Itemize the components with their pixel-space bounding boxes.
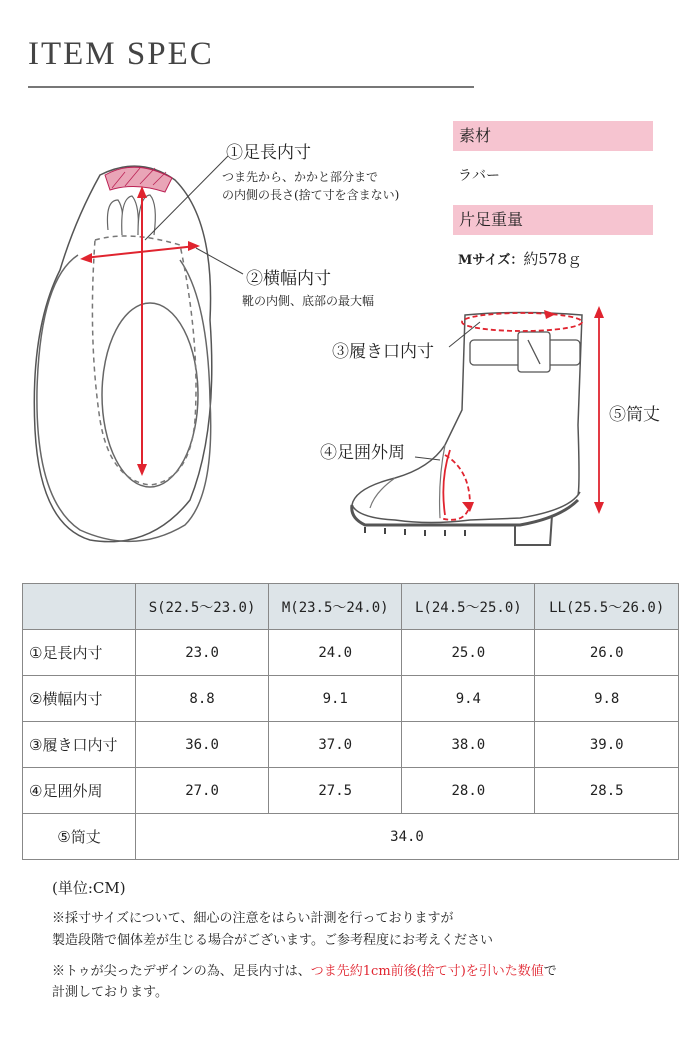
row-label: ①足長内寸 [23, 630, 136, 676]
material-value: ラバー [458, 168, 500, 184]
table-cell: 28.0 [402, 768, 535, 814]
footer-note-line [52, 960, 557, 979]
page-title: ITEM SPEC [28, 36, 214, 72]
note-width: 靴の内側、底部の最大幅 [242, 294, 375, 308]
column-header: L(24.5〜25.0) [402, 584, 535, 630]
size-table [22, 583, 679, 860]
measurement-diagram [0, 100, 700, 570]
table-cell: 9.1 [269, 676, 402, 722]
footer-note-text: で [543, 964, 557, 979]
note-foot-length-line2: の内側の長さ(捨て寸を含まない) [222, 188, 400, 202]
row-label: ④足囲外周 [23, 768, 136, 814]
table-row [23, 630, 679, 676]
label-width: ②横幅内寸 [246, 269, 331, 289]
weight-size: Mサイズ： [458, 253, 524, 268]
table-cell: 38.0 [402, 722, 535, 768]
footer-note-text: ※トゥが尖ったデザインの為、足長内寸は、 [52, 964, 311, 979]
table-cell: 9.8 [535, 676, 679, 722]
weight-value: 約578ｇ [523, 250, 582, 268]
footer-note-line: 製造段階で個体差が生じる場合がございます。ご参考程度にお考えください [52, 933, 493, 948]
table-cell: 25.0 [402, 630, 535, 676]
table-cell: 24.0 [269, 630, 402, 676]
column-header: S(22.5〜23.0) [136, 584, 269, 630]
table-cell: 39.0 [535, 722, 679, 768]
table-cell: 27.5 [269, 768, 402, 814]
table-cell: 23.0 [136, 630, 269, 676]
table-cell: 28.5 [535, 768, 679, 814]
label-girth: ④足囲外周 [320, 443, 405, 463]
weight-row [458, 248, 582, 269]
material-heading: 素材 [453, 121, 653, 151]
column-header: LL(25.5〜26.0) [535, 584, 679, 630]
table-cell: 27.0 [136, 768, 269, 814]
label-foot-length: ①足長内寸 [226, 143, 311, 163]
row-label: ②横幅内寸 [23, 676, 136, 722]
row-label: ⑤筒丈 [23, 814, 136, 860]
title-divider [28, 86, 474, 88]
footer-note-highlight: つま先約1cm前後(捨て寸)を引いた数値 [310, 964, 544, 979]
label-opening: ③履き口内寸 [332, 342, 434, 362]
table-cell: 36.0 [136, 722, 269, 768]
weight-heading: 片足重量 [453, 205, 653, 235]
footer-note-line: ※採寸サイズについて、細心の注意をはらい計測を行っておりますが [52, 911, 454, 926]
table-corner [23, 584, 136, 630]
table-row [23, 768, 679, 814]
table-cell: 9.4 [402, 676, 535, 722]
label-shaft-height: ⑤筒丈 [609, 405, 660, 425]
unit-label: (単位:CM) [52, 879, 126, 897]
table-row [23, 676, 679, 722]
table-row [23, 722, 679, 768]
column-header: M(23.5〜24.0) [269, 584, 402, 630]
table-header-row [23, 584, 679, 630]
row-label: ③履き口内寸 [23, 722, 136, 768]
note-foot-length-line1: つま先から、かかと部分まで [222, 170, 379, 184]
footer-note-line: 計測しております。 [52, 985, 168, 1000]
table-cell: 26.0 [535, 630, 679, 676]
table-row [23, 814, 679, 860]
table-cell: 34.0 [136, 814, 679, 860]
table-cell: 8.8 [136, 676, 269, 722]
table-cell: 37.0 [269, 722, 402, 768]
